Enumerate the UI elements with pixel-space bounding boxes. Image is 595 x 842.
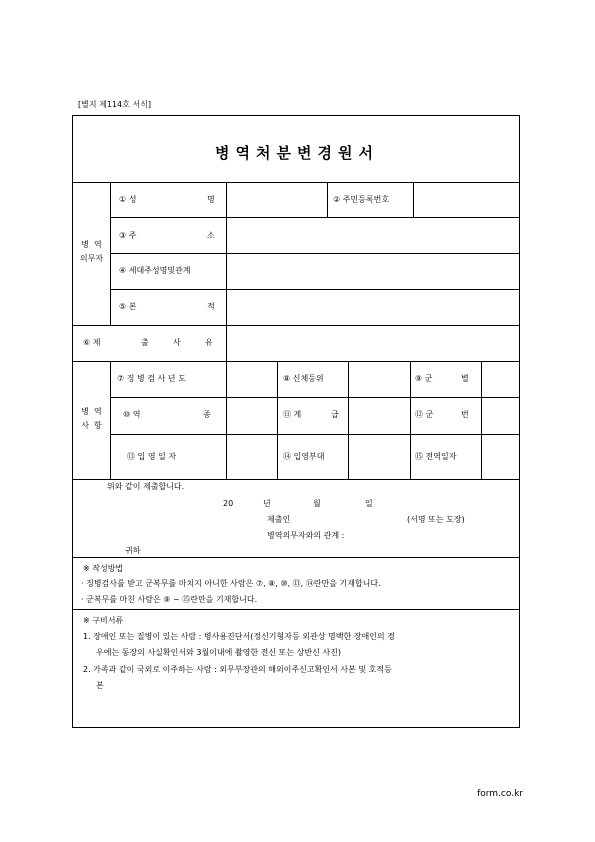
divider xyxy=(327,182,328,217)
branch-label-tail: 별 xyxy=(461,374,469,383)
divider xyxy=(110,217,519,218)
year-unit: 년 xyxy=(263,499,271,508)
divider xyxy=(226,361,227,479)
divider xyxy=(481,361,482,479)
document-item-1a: 1. 장애인 또는 질병이 있는 사람 : 병사용진단서(정신기형자등 외관상 명백한 장애인의 경 xyxy=(83,632,395,641)
rank-label: ⑪ 계 xyxy=(283,410,302,419)
reason-label-a: ⑥ 제 xyxy=(83,338,101,347)
name-label: ① 성 xyxy=(119,195,137,204)
signature-label: (서명 또는 도장) xyxy=(407,515,465,524)
enlist-date-label: ⑬ 입 영 일 자 xyxy=(127,452,177,461)
registry-label: ⑤ 본 xyxy=(119,302,137,311)
address-label-tail: 소 xyxy=(207,231,215,240)
document-item-2b: 본 xyxy=(96,681,104,690)
addressee-label: 귀하 xyxy=(125,546,141,555)
matters-label-line2: 사 항 xyxy=(81,421,102,430)
month-unit: 월 xyxy=(313,499,321,508)
divider xyxy=(73,557,519,558)
reason-label-c: 사 xyxy=(173,338,181,347)
exam-year-label: ⑦ 징 병 검 사 년 도 xyxy=(117,374,186,383)
year-prefix: 20 xyxy=(223,499,234,508)
divider xyxy=(110,253,519,254)
divider xyxy=(277,361,278,479)
rrn-label: ② 주민등록번호 xyxy=(333,195,390,204)
name-label-tail: 명 xyxy=(207,195,215,204)
householder-label: ④ 세대주성명및관계 xyxy=(119,266,191,275)
document-item-2a: 2. 가족과 같이 국외로 이주하는 사람 : 외무부장관의 해외이주신고확인서 사본 및 호적등 xyxy=(83,665,392,674)
branch-label: ⑨ 군 xyxy=(415,374,433,383)
form-number-label: [별지 제114호 서식] xyxy=(78,100,151,109)
service-type-label-tail: 종 xyxy=(203,410,211,419)
discharge-date-label: ⑮ 전역일자 xyxy=(415,452,457,461)
divider xyxy=(110,361,111,479)
physical-grade-label: ⑧ 신체등위 xyxy=(283,374,324,383)
instructions-heading: ※ 작성방법 xyxy=(83,564,124,573)
divider xyxy=(226,182,227,325)
document-item-1b: 우에는 동장의 사실확인서와 3월이내에 촬영한 전신 또는 상반신 사진) xyxy=(96,648,341,657)
instruction-line-1: · 징병검사를 받고 군복무를 마치지 아니한 사람은 ⑦, ⑧, ⑩, ⑬, ⑭란만을 기재합니다. xyxy=(81,579,381,588)
service-number-label: ⑫ 군 xyxy=(415,410,434,419)
divider xyxy=(413,182,414,217)
divider xyxy=(348,361,349,479)
address-label: ③ 주 xyxy=(119,231,137,240)
divider xyxy=(226,325,227,361)
instruction-line-2: · 군복무를 마친 사람은 ⑨ ~ ⑮란만을 기재합니다. xyxy=(81,595,258,604)
divider xyxy=(110,289,519,290)
service-type-label: ⑩ 역 xyxy=(123,410,141,419)
divider xyxy=(110,397,519,398)
form-title: 병역처분변경원서 xyxy=(215,144,379,162)
divider xyxy=(410,361,411,479)
divider xyxy=(73,182,519,183)
rank-label-tail: 급 xyxy=(331,410,339,419)
divider xyxy=(73,609,519,610)
registry-label-tail: 적 xyxy=(207,302,215,311)
matters-section-label xyxy=(73,405,110,433)
application-form xyxy=(72,115,520,728)
relation-label: 병역의무자와의 관계 : xyxy=(267,531,345,540)
matters-label-line1: 병 역 xyxy=(81,407,102,416)
reason-label-d: 유 xyxy=(205,338,213,347)
enlist-unit-label: ⑭ 입영부대 xyxy=(283,452,325,461)
obligor-label-line2: 의무자 xyxy=(79,254,104,263)
divider xyxy=(73,361,519,362)
service-number-label-tail: 번 xyxy=(461,410,469,419)
obligor-section-label xyxy=(73,238,110,266)
submitter-label: 제출인 xyxy=(267,515,291,524)
divider xyxy=(110,182,111,325)
footer-site: form.co.kr xyxy=(477,789,523,799)
reason-label-b: 출 xyxy=(141,338,149,347)
obligor-label-line1: 병 역 xyxy=(81,240,102,249)
divider xyxy=(110,434,519,435)
divider xyxy=(73,325,519,326)
divider xyxy=(73,479,519,480)
submission-statement: 위와 같이 제출합니다. xyxy=(107,482,185,491)
documents-heading: ※ 구비서류 xyxy=(83,616,124,625)
day-unit: 일 xyxy=(365,499,373,508)
